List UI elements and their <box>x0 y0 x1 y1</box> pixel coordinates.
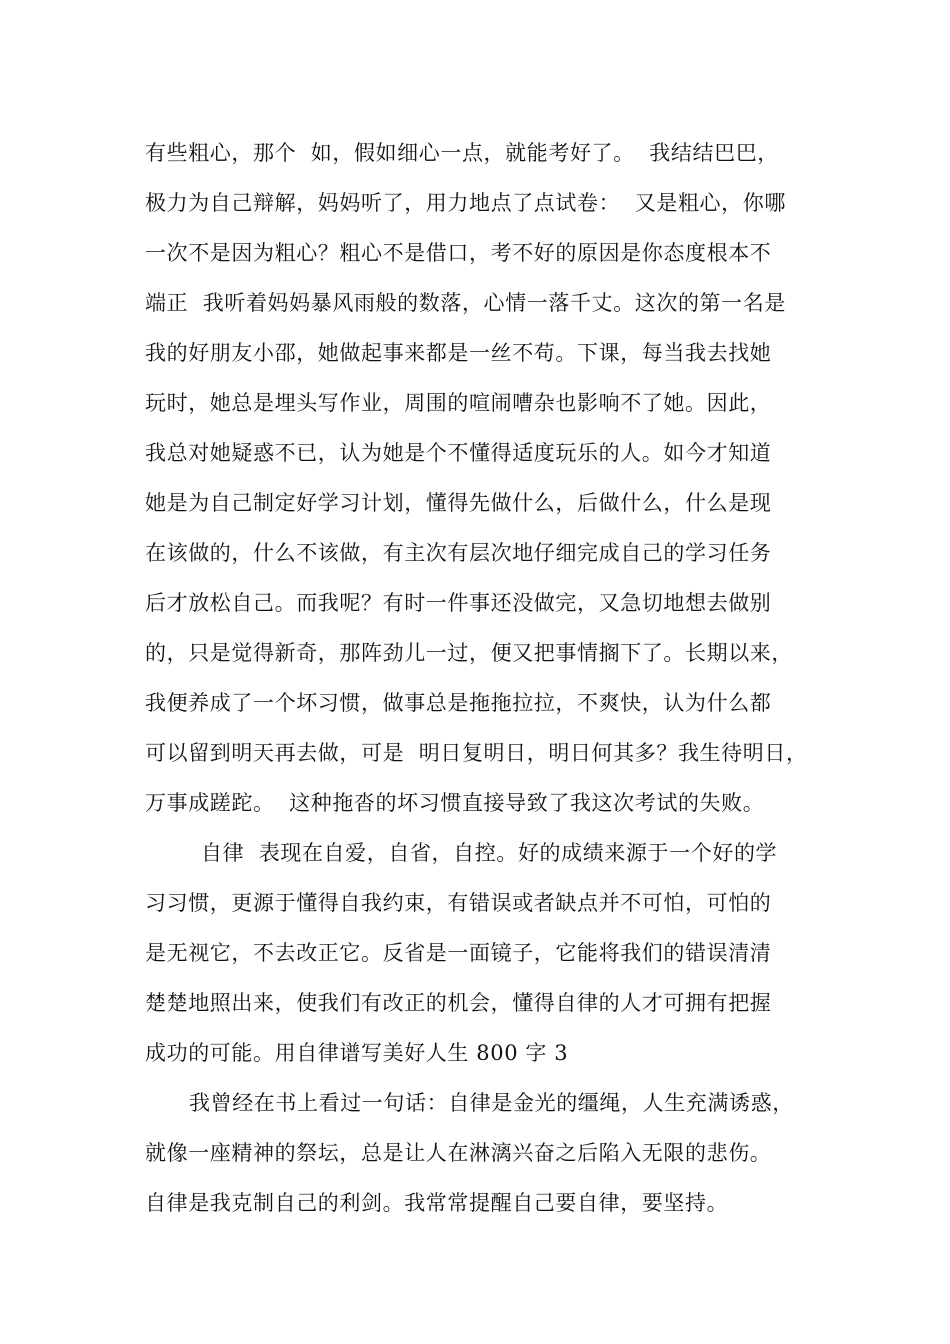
paragraph-start-line: 我曾经在书上看过一句话：自律是金光的缰绳，人生充满诱惑， <box>189 1091 794 1115</box>
text-line: 她是为自己制定好学习计划，懂得先做什么，后做什么，什么是现 <box>145 491 772 515</box>
text-line: 的，只是觉得新奇，那阵劲儿一过，便又把事情搁下了。长期以来， <box>145 641 793 665</box>
text-line: 端正 我听着妈妈暴风雨般的数落，心情一落千丈。这次的第一名是 <box>145 291 786 315</box>
body-text <box>145 128 845 1228</box>
text-line: 就像一座精神的祭坛，总是让人在淋漓兴奋之后陷入无限的悲伤。 <box>145 1141 772 1165</box>
text-line: 我便养成了一个坏习惯，做事总是拖拖拉拉，不爽快，认为什么都 <box>145 691 772 715</box>
text-line: 在该做的，什么不该做，有主次有层次地仔细完成自己的学习任务 <box>145 541 772 565</box>
text-line: 是无视它，不去改正它。反省是一面镜子，它能将我们的错误清清 <box>145 941 772 965</box>
text-line: 自律是我克制自己的利剑。我常常提醒自己要自律，要坚持。 <box>145 1191 729 1215</box>
text-line: 我的好朋友小邵，她做起事来都是一丝不苟。下课，每当我去找她 <box>145 341 772 365</box>
text-line: 成功的可能。用自律谱写美好人生 800 字 3 <box>145 1041 569 1065</box>
text-line: 可以留到明天再去做，可是 明日复明日，明日何其多？我生待明日， <box>145 741 808 765</box>
text-line: 极力为自己辩解，妈妈听了，用力地点了点试卷： 又是粗心，你哪 <box>145 191 786 215</box>
text-line: 后才放松自己。而我呢？有时一件事还没做完，又急切地想去做别 <box>145 591 772 615</box>
text-line: 楚楚地照出来，使我们有改正的机会，懂得自律的人才可拥有把握 <box>145 991 772 1015</box>
paragraph-start-line: 自律 表现在自爱，自省，自控。好的成绩来源于一个好的学 <box>201 841 778 865</box>
text-line: 玩时，她总是埋头写作业，周围的喧闹嘈杂也影响不了她。因此， <box>145 391 772 415</box>
text-line: 有些粗心，那个 如，假如细心一点，就能考好了。 我结结巴巴， <box>145 141 779 165</box>
text-line: 一次不是因为粗心？粗心不是借口，考不好的原因是你态度根本不 <box>145 241 772 265</box>
text-line: 我总对她疑惑不已，认为她是个不懂得适度玩乐的人。如今才知道 <box>145 441 772 465</box>
text-line: 习习惯，更源于懂得自我约束，有错误或者缺点并不可怕，可怕的 <box>145 891 772 915</box>
text-line: 万事成蹉跎。 这种拖沓的坏习惯直接导致了我这次考试的失败。 <box>145 791 765 815</box>
